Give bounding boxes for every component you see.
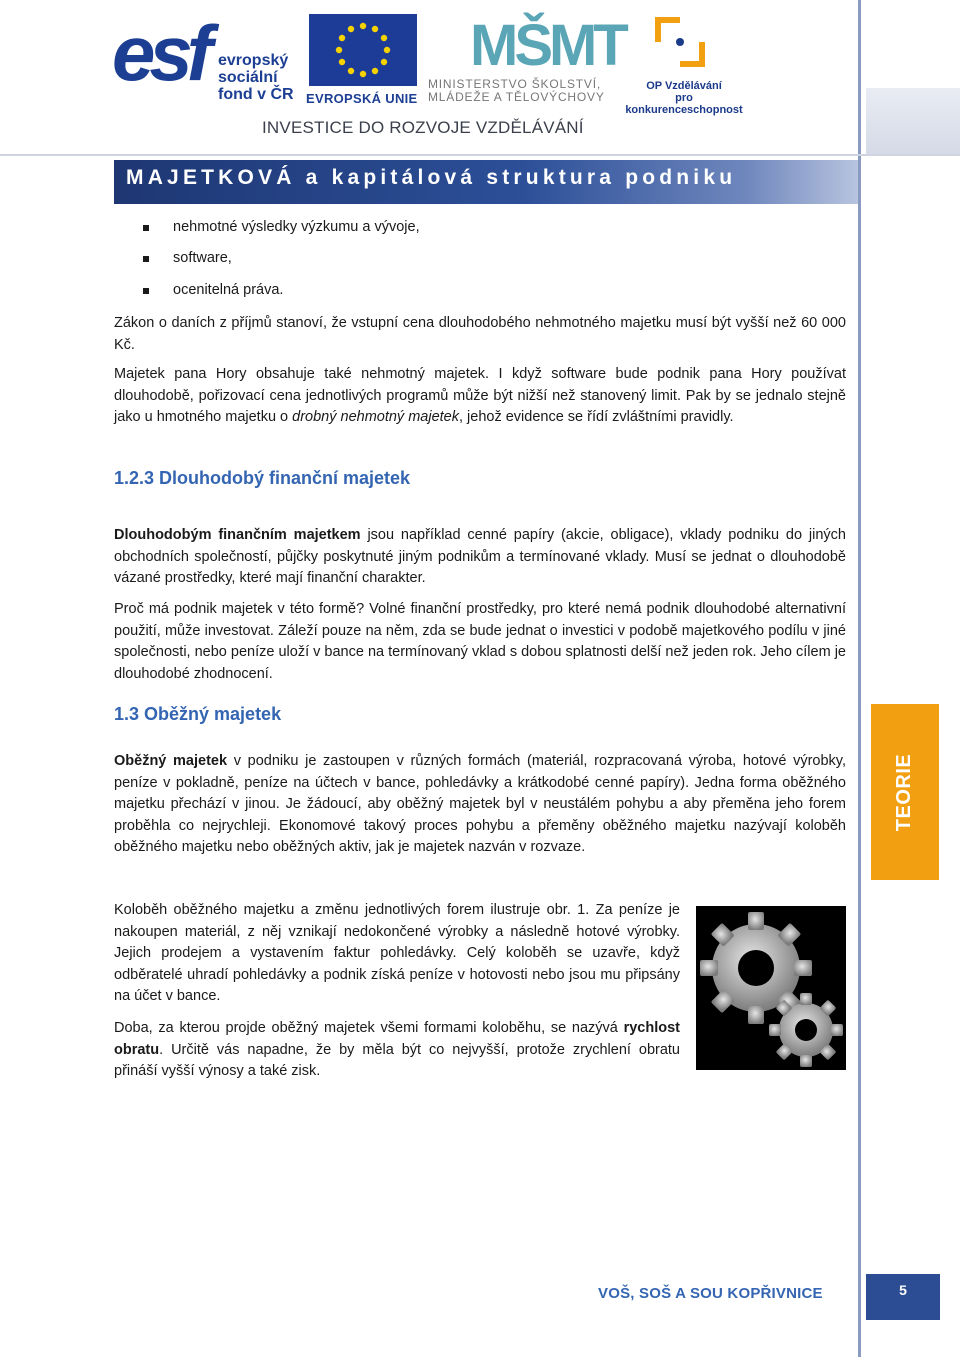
chapter-title: MAJETKOVÁ a kapitálová struktura podniku	[126, 166, 737, 189]
msmt-logo-text: MINISTERSTVO ŠKOLSTVÍ, MLÁDEŽE A TĚLOVÝCHOVY	[428, 77, 605, 104]
header-divider	[0, 154, 960, 156]
section-heading: 1.3 Oběžný majetek	[114, 704, 282, 724]
page-number: 5	[899, 1282, 907, 1298]
paragraph: Zákon o daních z příjmů stanoví, že vstupní cena dlouhodobého nehmotného majetku musí být vyšší než 60 000 Kč.	[114, 315, 846, 353]
teorie-label: TEORIE	[893, 753, 916, 831]
eu-label: EVROPSKÁ UNIE	[306, 91, 418, 106]
gears-image	[696, 906, 846, 1070]
esf-logo: esf	[112, 9, 207, 97]
header-corner-box	[866, 88, 960, 154]
footer-school-name: VOŠ, SOŠ A SOU KOPŘIVNICE	[598, 1285, 823, 1302]
op-logo-icon	[650, 12, 710, 72]
paragraph: Majetek pana Hory obsahuje také nehmotný majetek. I když software bude podnik pana Hory používat dlouhodobě, pořizovací cena jednotlivých programů může být nižší než stanovený limit. Pak by se jednalo stejně jako u hmotného majetku o drobný nehmotný majetek, jehož evidence se řídí zvláštními pravidly.	[114, 366, 846, 425]
paragraph: Proč má podnik majetek v této formě? Volné finanční prostředky, pro které nemá podnik dlouhodobé alternativní použití, může investovat. Záleží pouze na něm, zda se bude jednat o investici v podobě majetkového podílu v jiné společnosti, nebo peníze uloží v bance na termínovaný vklad s dobou splatnosti delší než jeden rok. Jeho cílem je dlouhodobé zhodnocení.	[114, 601, 846, 682]
msmt-logo: MŠMT	[470, 13, 625, 78]
paragraph: Oběžný majetek v podniku je zastoupen v různých formách (materiál, rozpracovaná výroba, hotové výrobky, peníze v pokladně, peníze na účtech v bance, pohledávky a krátkodobé cenné papíry). Jedna forma oběžného majetku přechází v jinou. Je žádoucí, aby oběžný majetek byl v neustálém pohybu a aby přeměna jeho forem proběhla co nejrychleji. Ekonomové takový proces pohybu a přeměny oběžného majetku nazývají koloběh oběžného majetku nebo oběžných aktiv, jak je majetek nazván v rozvaze.	[114, 753, 846, 855]
section-heading: 1.2.3 Dlouhodobý finanční majetek	[114, 468, 411, 488]
paragraph: Dlouhodobým finančním majetkem jsou například cenné papíry (akcie, obligace), vklady podniku do jiných obchodních společností, půjčky poskytnuté jiným podnikům a termínované vklady. Musí se jednat o dlouhodobě vázané prostředky, které mají finanční charakter.	[114, 527, 846, 586]
investice-slogan: INVESTICE DO ROZVOJE VZDĚLÁVÁNÍ	[262, 118, 584, 137]
list-item: software,	[143, 250, 232, 266]
paragraph: Koloběh oběžného majetku a změnu jednotlivých forem ilustruje obr. 1. Za peníze je nakoupen materiál, z něj vznikají nedokončené výrobky a následně hotové výrobky. Jejich prodejem a vystavením faktur pohledávky. Celý koloběh se uzavře, když odběratelé uhradí pohledávky a podnik získá peníze v hotovosti nebo jsou mu připsány na účet v bance.	[114, 902, 680, 1004]
paragraph: Doba, za kterou projde oběžný majetek všemi formami koloběhu, se nazývá rychlost obratu. Určitě vás napadne, že by měla být co nejvyšší, protože zrychlení obratu přináší vyšší výnosy a také zisk.	[114, 1020, 680, 1079]
esf-logo-words: evropský sociální fond v ČR	[218, 52, 294, 103]
list-item: ocenitelná práva.	[143, 282, 283, 298]
list-item: nehmotné výsledky výzkumu a vývoje,	[143, 219, 420, 235]
op-logo-text: OP Vzdělávání pro konkurenceschopnost	[625, 80, 743, 116]
right-vertical-rule	[858, 0, 861, 1357]
eu-flag-icon	[309, 14, 417, 86]
